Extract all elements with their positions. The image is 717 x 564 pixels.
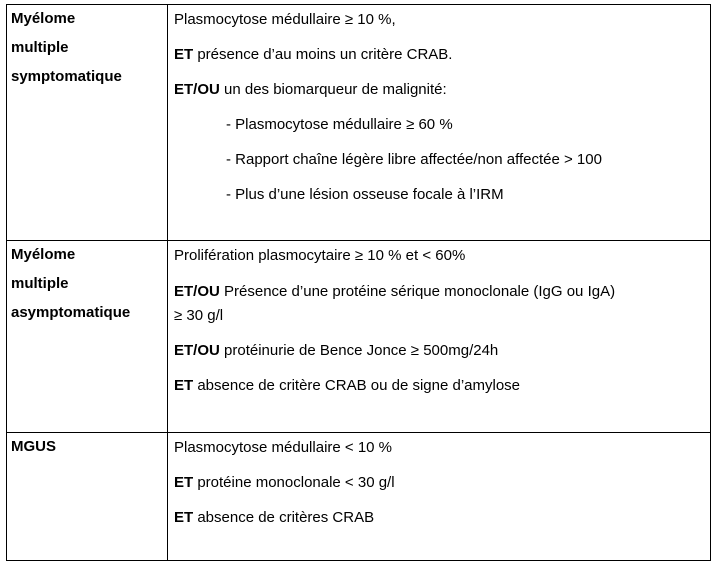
criteria-keyword: ET/OU: [174, 283, 220, 301]
criteria-line: [174, 474, 704, 492]
criteria-keyword: ET/OU: [174, 342, 220, 360]
criteria-cell: [168, 241, 711, 432]
row-label-cell: [7, 5, 168, 241]
criteria-keyword: ET: [174, 46, 194, 63]
criteria-line: [174, 81, 704, 99]
criteria-keyword: ET: [174, 473, 194, 491]
criteria-text: un des biomarqueur de malignité:: [219, 81, 447, 98]
criteria-sub-line: [174, 186, 704, 204]
row-label-line: symptomatique: [11, 68, 122, 85]
criteria-text: absence de critères CRAB: [193, 508, 375, 526]
criteria-line: [174, 342, 704, 360]
row-label-line: MGUS: [11, 437, 56, 455]
criteria-sub-line: [174, 116, 704, 134]
criteria-line: [174, 46, 704, 64]
criteria-text: protéine monoclonale < 30 g/l: [193, 473, 395, 491]
criteria-line: [174, 439, 704, 457]
criteria-text: protéinurie de Bence Jonce ≥ 500mg/24h: [219, 342, 499, 360]
criteria-text: - Plus d’une lésion osseuse focale à l’IRM: [226, 186, 504, 203]
criteria-line: [174, 377, 704, 395]
row-label-cell: [7, 432, 168, 560]
criteria-keyword: ET: [174, 508, 194, 526]
criteria-line: [174, 11, 704, 29]
criteria-text: Plasmocytose médullaire < 10 %: [174, 438, 393, 456]
criteria-line-continuation: [174, 307, 704, 325]
criteria-text: présence d’au moins un critère CRAB.: [193, 46, 453, 63]
row-label-line: Myélome: [11, 246, 76, 264]
row-label-line: asymptomatique: [11, 304, 131, 322]
table-row-myelome-asymptomatique: [7, 241, 711, 432]
criteria-text: Plasmocytose médullaire ≥ 10 %,: [174, 11, 396, 28]
criteria-line: [174, 247, 704, 265]
table-row-mgus: [7, 432, 711, 560]
criteria-text: absence de critère CRAB ou de signe d’amylose: [193, 377, 521, 395]
row-label-line: Myélome: [11, 10, 76, 27]
criteria-text: Présence d’une protéine sérique monoclonale (IgG ou IgA): [219, 283, 616, 301]
criteria-text: - Plasmocytose médullaire ≥ 60 %: [226, 116, 453, 133]
criteria-keyword: ET: [174, 377, 194, 395]
criteria-cell: [168, 5, 711, 241]
criteria-text: - Rapport chaîne légère libre affectée/non affectée > 100: [226, 151, 602, 168]
criteria-line: [174, 282, 704, 301]
table-row-myelome-symptomatique: [7, 5, 711, 241]
criteria-cell: [168, 432, 711, 560]
row-label-cell: [7, 241, 168, 432]
criteria-keyword: ET/OU: [174, 81, 220, 98]
criteria-sub-line: [174, 151, 704, 169]
row-label-line: multiple: [11, 39, 69, 56]
row-label-line: multiple: [11, 275, 69, 293]
criteria-table: [6, 4, 711, 561]
criteria-text: Prolifération plasmocytaire ≥ 10 % et < 60%: [174, 247, 466, 265]
criteria-line: [174, 509, 704, 527]
criteria-text: ≥ 30 g/l: [174, 307, 224, 325]
